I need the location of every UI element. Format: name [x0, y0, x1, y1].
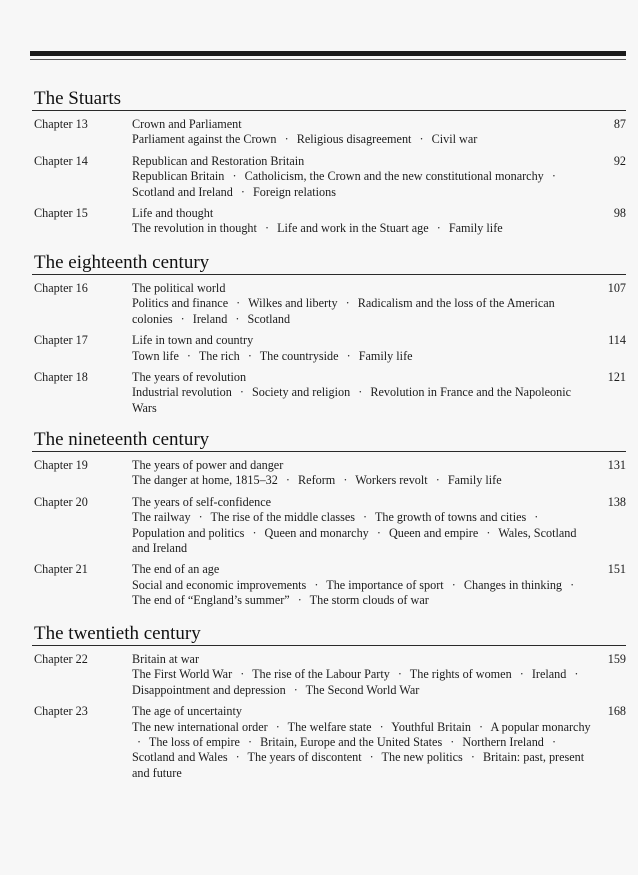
- chapter-topic: Changes in thinking: [463, 577, 563, 592]
- chapter-topic: The storm clouds of war: [309, 593, 429, 608]
- section-the-stuarts: [32, 88, 626, 237]
- chapter-number: Chapter 18: [34, 370, 88, 385]
- topic-separator: ·: [235, 311, 240, 326]
- topic-separator: ·: [239, 385, 244, 400]
- topic-separator: ·: [285, 473, 290, 488]
- chapter-title: Britain at war: [132, 652, 200, 666]
- chapter-topic: Britain: past, present and future: [132, 750, 585, 780]
- chapter-topics: [132, 296, 555, 325]
- chapter-topic: Social and economic improvements: [132, 577, 307, 592]
- chapter-body: [132, 206, 596, 237]
- section-title: The twentieth century: [32, 623, 626, 646]
- chapter-entry[interactable]: [32, 333, 626, 364]
- chapter-topic: Ireland: [192, 311, 228, 326]
- chapter-number: Chapter 20: [34, 494, 88, 509]
- chapter-number: Chapter 22: [34, 652, 88, 666]
- section-title: The Stuarts: [32, 88, 626, 111]
- section-title: The nineteenth century: [32, 429, 626, 452]
- chapter-topics: [132, 473, 502, 487]
- chapter-topics: [132, 578, 579, 607]
- page-number: 121: [607, 370, 626, 385]
- chapter-topic: The railway: [132, 510, 191, 525]
- chapter-topics: [132, 349, 413, 363]
- topic-separator: ·: [264, 221, 270, 236]
- topic-separator: ·: [479, 719, 484, 734]
- topic-separator: ·: [297, 593, 302, 608]
- topic-separator: ·: [435, 473, 440, 488]
- chapter-entry[interactable]: [32, 154, 626, 200]
- chapter-title: The years of self-confidence: [132, 494, 272, 509]
- chapter-topic: Politics and finance: [132, 296, 229, 311]
- chapter-topic: Revolution in France and the Napoleonic Wars: [132, 385, 572, 415]
- chapter-topics: [132, 720, 591, 780]
- topic-separator: ·: [450, 735, 455, 750]
- page-number: 92: [613, 153, 626, 168]
- chapter-body: [132, 458, 596, 489]
- chapter-topic: The rise of the Labour Party: [252, 667, 390, 682]
- topic-separator: ·: [345, 296, 350, 311]
- topic-separator: ·: [247, 735, 253, 750]
- chapter-topic: Family life: [448, 221, 503, 236]
- chapter-body: [132, 495, 596, 557]
- top-rule-thin: [30, 59, 626, 60]
- chapter-number: Chapter 16: [34, 281, 88, 295]
- chapter-number: Chapter 15: [34, 206, 88, 221]
- chapter-topic: Religious disagreement: [296, 132, 412, 147]
- chapter-topic: The end of “England’s summer”: [132, 593, 290, 608]
- topic-separator: ·: [534, 510, 539, 525]
- chapter-body: [132, 333, 596, 364]
- chapter-topic: Britain, Europe and the United States: [260, 735, 443, 750]
- chapter-topic: The rights of women: [409, 667, 512, 682]
- chapter-topics: [132, 169, 561, 198]
- chapter-entry[interactable]: [32, 370, 626, 416]
- chapter-topic: Population and politics: [132, 525, 245, 540]
- page-number: 168: [607, 704, 626, 719]
- chapter-topic: Life and work in the Stuart age: [277, 221, 429, 236]
- chapter-number: Chapter 13: [34, 117, 88, 131]
- topic-separator: ·: [240, 667, 245, 682]
- chapter-topic: Society and religion: [252, 385, 351, 400]
- page-number: 98: [613, 206, 626, 221]
- chapter-topic: Parliament against the Crown: [132, 132, 277, 147]
- chapter-topic: Foreign relations: [253, 184, 336, 199]
- topic-separator: ·: [419, 132, 424, 147]
- top-rule-thick: [30, 51, 626, 56]
- chapter-title: Life and thought: [132, 206, 214, 221]
- topic-separator: ·: [519, 667, 524, 682]
- chapter-topic: The rise of the middle classes: [210, 510, 355, 525]
- topic-separator: ·: [240, 184, 245, 199]
- chapter-body: [132, 652, 596, 698]
- chapter-body: [132, 562, 596, 608]
- chapter-topic: Civil war: [431, 132, 478, 147]
- chapter-entry[interactable]: [32, 281, 626, 327]
- chapter-topics: [132, 385, 571, 414]
- topic-separator: ·: [486, 525, 491, 540]
- chapter-topics: [132, 221, 503, 235]
- chapter-body: [132, 370, 596, 416]
- page-number: 151: [607, 562, 626, 577]
- chapter-title: Crown and Parliament: [132, 117, 242, 131]
- chapter-topic: Queen and monarchy: [264, 525, 369, 540]
- topic-separator: ·: [470, 750, 475, 765]
- topic-separator: ·: [252, 525, 257, 540]
- chapter-topic: Scotland: [247, 311, 291, 326]
- chapter-topic: The countryside: [259, 348, 339, 363]
- chapter-entry[interactable]: [32, 562, 626, 608]
- page-number: 107: [607, 281, 626, 295]
- chapter-topic: The new international order: [132, 719, 268, 734]
- chapter-topic: The revolution in thought: [132, 221, 257, 236]
- page-number: 138: [607, 494, 626, 509]
- topic-separator: ·: [198, 510, 203, 525]
- chapter-number: Chapter 19: [34, 458, 88, 472]
- chapter-topic: The danger at home, 1815–32: [132, 473, 278, 488]
- page-number: 87: [613, 117, 626, 131]
- section-twentieth-century: [32, 623, 626, 781]
- chapter-title: The years of power and danger: [132, 458, 284, 472]
- chapter-entry[interactable]: [32, 206, 626, 237]
- topic-separator: ·: [293, 682, 298, 697]
- topic-separator: ·: [436, 221, 441, 236]
- chapter-topics: [132, 667, 583, 696]
- chapter-entry[interactable]: [32, 458, 626, 489]
- chapter-topic: The new politics: [381, 750, 463, 765]
- section-title: The eighteenth century: [32, 252, 626, 275]
- topic-separator: ·: [284, 132, 289, 147]
- section-eighteenth-century: [32, 252, 626, 416]
- chapter-body: [132, 281, 596, 327]
- section-nineteenth-century: [32, 429, 626, 609]
- chapter-title: The end of an age: [132, 562, 220, 577]
- topic-separator: ·: [451, 577, 456, 592]
- chapter-number: Chapter 17: [34, 333, 88, 348]
- chapter-entry[interactable]: [32, 652, 626, 698]
- topic-separator: ·: [397, 667, 402, 682]
- topic-separator: ·: [247, 348, 252, 363]
- chapter-body: [132, 704, 596, 781]
- chapter-topic: Wales, Scotland and Ireland: [132, 525, 577, 556]
- chapter-topic: The First World War: [132, 667, 233, 682]
- chapter-topic: The growth of towns and cities: [374, 510, 527, 525]
- topic-separator: ·: [369, 750, 374, 765]
- topic-separator: ·: [551, 735, 557, 750]
- topic-separator: ·: [379, 719, 384, 734]
- chapter-topic: Youthful Britain: [391, 719, 471, 734]
- chapter-topics: [132, 132, 477, 146]
- chapter-topic: The welfare state: [287, 719, 372, 734]
- chapter-topic: Queen and empire: [388, 525, 479, 540]
- chapter-body: [132, 117, 596, 148]
- chapter-title: Life in town and country: [132, 333, 254, 348]
- chapter-title: The years of revolution: [132, 370, 247, 385]
- chapter-topic: The rich: [198, 348, 240, 363]
- topic-separator: ·: [551, 169, 556, 184]
- chapter-body: [132, 154, 596, 200]
- chapter-topic: Town life: [132, 348, 179, 363]
- topic-separator: ·: [275, 719, 280, 734]
- topic-separator: ·: [570, 577, 575, 592]
- chapter-number: Chapter 21: [34, 562, 88, 577]
- chapter-topic: Scotland and Wales: [132, 750, 228, 765]
- topic-separator: ·: [232, 169, 237, 184]
- chapter-topic: Radicalism and the loss of the American colonies: [132, 296, 555, 326]
- chapter-topic: Disappointment and depression: [132, 682, 286, 697]
- chapter-number: Chapter 23: [34, 704, 88, 719]
- chapter-topic: Northern Ireland: [462, 735, 544, 750]
- chapter-topic: A popular monarchy: [490, 719, 591, 734]
- topic-separator: ·: [376, 525, 381, 540]
- topic-separator: ·: [574, 667, 579, 682]
- chapter-title: The age of uncertainty: [132, 704, 242, 719]
- topic-separator: ·: [314, 577, 319, 592]
- chapter-topic: Workers revolt: [355, 473, 428, 488]
- chapter-title: Republican and Restoration Britain: [132, 153, 305, 168]
- chapter-topic: The Second World War: [305, 682, 420, 697]
- topic-separator: ·: [180, 311, 185, 326]
- chapter-number: Chapter 14: [34, 153, 88, 168]
- topic-separator: ·: [363, 510, 368, 525]
- topic-separator: ·: [236, 296, 241, 311]
- chapter-title: The political world: [132, 281, 226, 295]
- topic-separator: ·: [358, 385, 363, 400]
- chapter-topic: Republican Britain: [132, 169, 225, 184]
- chapter-topic: Family life: [447, 473, 502, 488]
- chapter-topic: The loss of empire: [148, 735, 240, 750]
- page-number: 131: [607, 458, 626, 472]
- chapter-topic: Catholicism, the Crown and the new constitutional monarchy: [244, 169, 544, 184]
- chapter-topic: Ireland: [531, 667, 567, 682]
- page-number: 159: [607, 652, 626, 666]
- topic-separator: ·: [186, 348, 191, 363]
- chapter-entry[interactable]: [32, 704, 626, 781]
- chapter-topic: The years of discontent: [247, 750, 362, 765]
- chapter-topic: The importance of sport: [326, 577, 444, 592]
- chapter-entry[interactable]: [32, 495, 626, 557]
- chapter-topic: Industrial revolution: [132, 385, 232, 400]
- page-number: 114: [608, 333, 626, 348]
- chapter-topic: Family life: [358, 348, 413, 363]
- topic-separator: ·: [343, 473, 348, 488]
- topic-separator: ·: [137, 735, 142, 750]
- chapter-topics: [132, 510, 576, 555]
- topic-separator: ·: [235, 750, 240, 765]
- topic-separator: ·: [346, 348, 351, 363]
- chapter-entry[interactable]: [32, 117, 626, 148]
- chapter-topic: Wilkes and liberty: [248, 296, 338, 311]
- chapter-topic: Reform: [298, 473, 336, 488]
- chapter-topic: Scotland and Ireland: [132, 184, 233, 199]
